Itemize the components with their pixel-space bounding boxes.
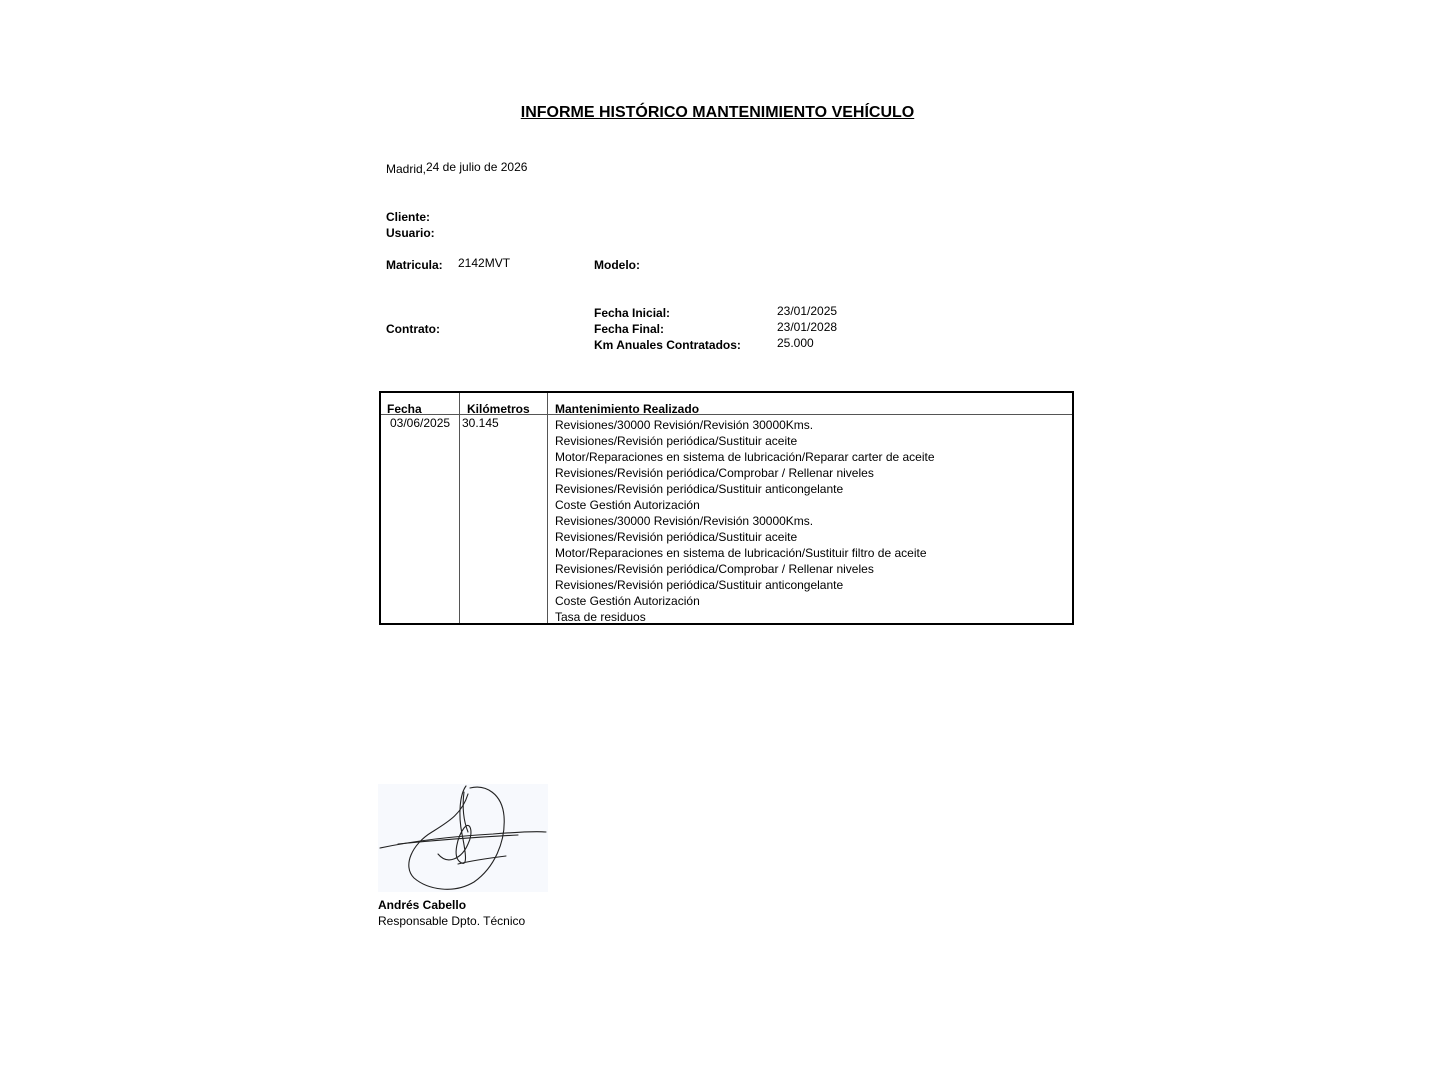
fecha-final-label: Fecha Final:	[594, 322, 665, 336]
fecha-final-value: 23/01/2028	[777, 320, 838, 334]
signature-image	[378, 784, 548, 892]
fecha-inicial-label: Fecha Inicial:	[594, 306, 671, 320]
maintenance-item: Coste Gestión Autorización	[555, 498, 700, 512]
km-anuales-value: 25.000	[777, 336, 814, 350]
maintenance-item: Revisiones/Revisión periódica/Sustituir anticongelante	[555, 578, 844, 592]
maintenance-item: Motor/Reparaciones en sistema de lubricación/Sustituir filtro de aceite	[555, 546, 927, 560]
contrato-label: Contrato:	[386, 322, 440, 336]
header-kilometros: Kilómetros	[467, 402, 530, 416]
signer-role: Responsable Dpto. Técnico	[378, 914, 526, 928]
modelo-label: Modelo:	[594, 258, 640, 272]
signer-name: Andrés Cabello	[378, 898, 467, 912]
maintenance-item: Revisiones/Revisión periódica/Sustituir aceite	[555, 434, 798, 448]
fecha-inicial-value: 23/01/2025	[777, 304, 838, 318]
report-date: 24 de julio de 2026	[426, 160, 528, 174]
maintenance-item: Revisiones/30000 Revisión/Revisión 30000Kms.	[555, 418, 814, 432]
matricula-value: 2142MVT	[458, 256, 511, 270]
maintenance-item: Motor/Reparaciones en sistema de lubricación/Reparar carter de aceite	[555, 450, 935, 464]
matricula-label: Matricula:	[386, 258, 443, 272]
row-fecha: 03/06/2025	[390, 416, 451, 430]
row-kilometros: 30.145	[462, 416, 499, 430]
maintenance-item: Revisiones/Revisión periódica/Comprobar / Rellenar niveles	[555, 562, 874, 576]
maintenance-item: Revisiones/Revisión periódica/Comprobar / Rellenar niveles	[555, 466, 874, 480]
column-divider	[547, 393, 548, 623]
report-title: INFORME HISTÓRICO MANTENIMIENTO VEHÍCULO	[520, 104, 915, 121]
header-fecha: Fecha	[387, 402, 422, 416]
maintenance-items	[555, 417, 935, 625]
maintenance-table	[379, 391, 1074, 625]
maintenance-item: Coste Gestión Autorización	[555, 594, 700, 608]
column-divider	[459, 393, 460, 623]
maintenance-item: Revisiones/Revisión periódica/Sustituir anticongelante	[555, 482, 844, 496]
report-place: Madrid,	[386, 162, 427, 176]
maintenance-item: Revisiones/Revisión periódica/Sustituir aceite	[555, 530, 798, 544]
maintenance-item: Tasa de residuos	[555, 610, 646, 624]
usuario-label: Usuario:	[386, 226, 435, 240]
header-mantenimiento: Mantenimiento Realizado	[555, 402, 700, 416]
signature-drawing	[378, 784, 548, 892]
km-anuales-label: Km Anuales Contratados:	[594, 338, 741, 352]
maintenance-item: Revisiones/30000 Revisión/Revisión 30000Kms.	[555, 514, 814, 528]
cliente-label: Cliente:	[386, 210, 431, 224]
